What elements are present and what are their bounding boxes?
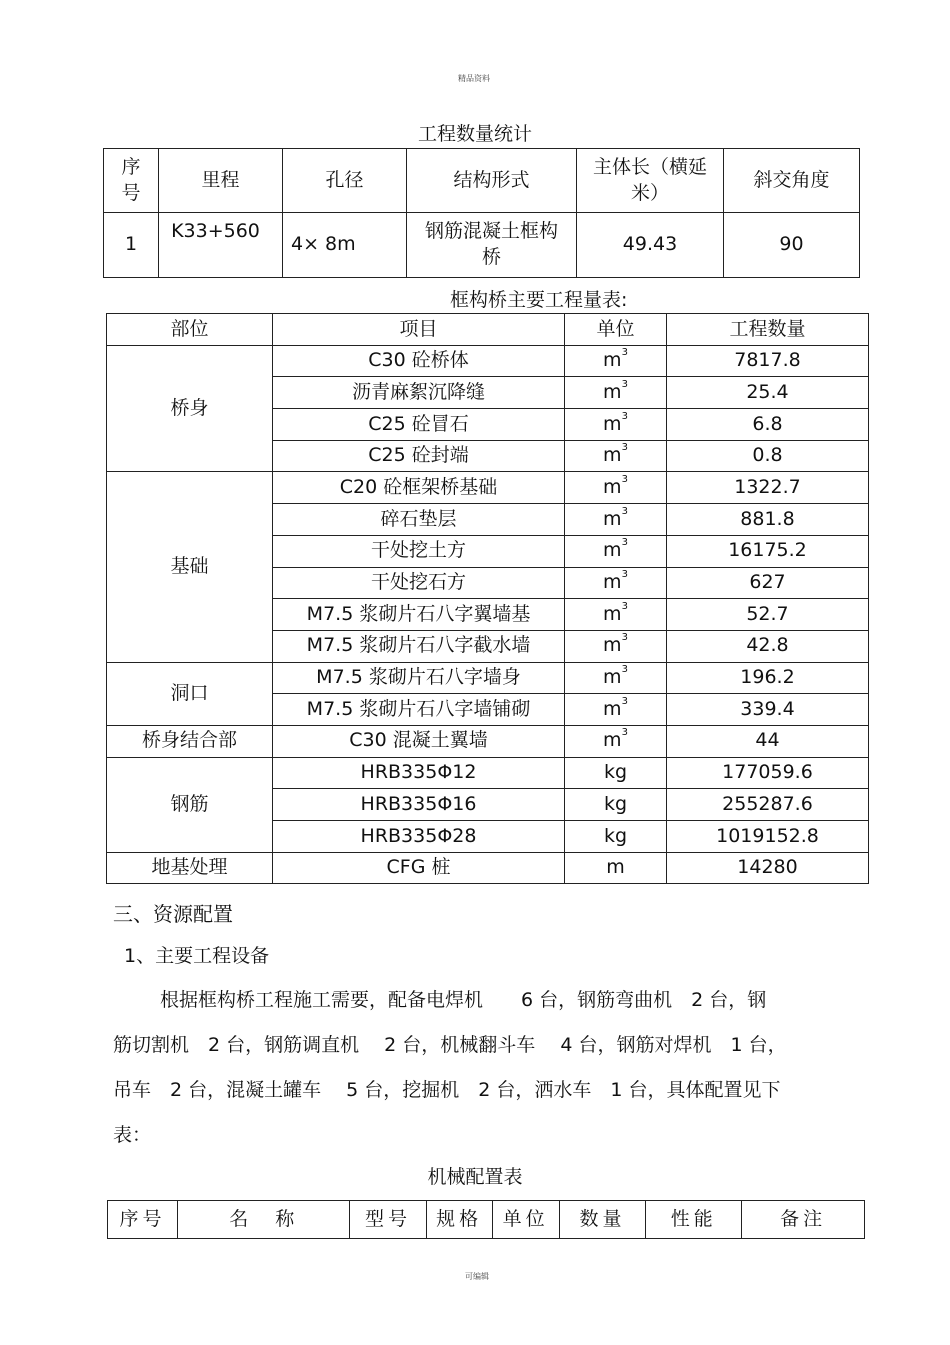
item-cell: 碎石垫层 bbox=[273, 504, 565, 536]
item-cell: C25 砼封端 bbox=[273, 440, 565, 472]
unit-exponent: 3 bbox=[621, 410, 628, 422]
unit-cell bbox=[565, 345, 667, 377]
unit-cell bbox=[565, 725, 667, 757]
item-cell: M7.5 浆砌片石八字墙身 bbox=[273, 662, 565, 694]
unit-cell bbox=[565, 472, 667, 504]
header-cell: 序号 bbox=[104, 149, 159, 213]
header-cell: 单位 bbox=[492, 1201, 559, 1239]
quantity-cell: 1019152.8 bbox=[667, 821, 869, 853]
unit-text: m bbox=[603, 444, 622, 467]
unit-cell bbox=[565, 662, 667, 694]
table-cell: 49.43 bbox=[577, 213, 724, 278]
item-cell: 干处挖土方 bbox=[273, 535, 565, 567]
paragraph-line: 表： bbox=[113, 1124, 152, 1146]
table-cell: 钢筋混凝土框构桥 bbox=[407, 213, 577, 278]
unit-text: m bbox=[603, 380, 622, 403]
part-cell: 基础 bbox=[107, 472, 273, 662]
item-cell: HRB335Φ12 bbox=[273, 757, 565, 789]
header-cell: 名 称 bbox=[178, 1201, 350, 1239]
table-cell: 1 bbox=[104, 213, 159, 278]
quantity-cell: 52.7 bbox=[667, 599, 869, 631]
table-row bbox=[107, 757, 869, 789]
header-cell: 性能 bbox=[646, 1201, 742, 1239]
quantity-cell: 16175.2 bbox=[667, 535, 869, 567]
header-cell: 单位 bbox=[565, 314, 667, 346]
unit-text: m bbox=[603, 475, 622, 498]
quantity-cell: 44 bbox=[667, 725, 869, 757]
table-cell: K33+560 bbox=[159, 213, 283, 278]
paragraph-line: 吊车 2 台，混凝土罐车 5 台，挖掘机 2 台，洒水车 1 台，具体配置见下 bbox=[113, 1079, 781, 1101]
unit-exponent: 3 bbox=[621, 505, 628, 517]
quantity-cell: 1322.7 bbox=[667, 472, 869, 504]
table-row bbox=[107, 725, 869, 757]
header-cell: 里程 bbox=[159, 149, 283, 213]
item-cell: C20 砼框架桥基础 bbox=[273, 472, 565, 504]
unit-text: m bbox=[603, 539, 622, 562]
table-row bbox=[107, 345, 869, 377]
header-cell: 孔径 bbox=[283, 149, 407, 213]
table1-title: 工程数量统计 bbox=[417, 123, 532, 145]
unit-cell bbox=[565, 377, 667, 409]
unit-text: m bbox=[603, 571, 622, 594]
unit-cell bbox=[565, 852, 667, 884]
unit-cell bbox=[565, 409, 667, 441]
item-cell: HRB335Φ28 bbox=[273, 821, 565, 853]
unit-exponent: 3 bbox=[621, 473, 628, 485]
unit-text: m bbox=[603, 666, 622, 689]
table-row bbox=[107, 472, 869, 504]
table-cell: 4× 8m bbox=[283, 213, 407, 278]
section-heading: 三、资源配置 bbox=[113, 902, 233, 926]
header-cell: 部位 bbox=[107, 314, 273, 346]
unit-exponent: 3 bbox=[621, 695, 628, 707]
unit-exponent: 3 bbox=[621, 378, 628, 390]
table2-title: 框构桥主要工程量表: bbox=[450, 289, 628, 311]
unit-exponent: 3 bbox=[621, 632, 628, 644]
machinery-table bbox=[107, 1200, 865, 1239]
header-cell: 序号 bbox=[108, 1201, 178, 1239]
quantity-cell: 25.4 bbox=[667, 377, 869, 409]
unit-cell bbox=[565, 821, 667, 853]
unit-text: kg bbox=[603, 792, 628, 815]
unit-text: m bbox=[606, 856, 625, 879]
unit-text: m bbox=[603, 602, 622, 625]
quantity-cell: 339.4 bbox=[667, 694, 869, 726]
quantity-cell: 0.8 bbox=[667, 440, 869, 472]
part-cell: 地基处理 bbox=[107, 852, 273, 884]
unit-text: m bbox=[603, 412, 622, 435]
quantity-cell: 881.8 bbox=[667, 504, 869, 536]
unit-text: kg bbox=[603, 761, 628, 784]
quantity-cell: 7817.8 bbox=[667, 345, 869, 377]
unit-exponent: 3 bbox=[621, 664, 628, 676]
item-cell: M7.5 浆砌片石八字墙铺砌 bbox=[273, 694, 565, 726]
quantity-cell: 196.2 bbox=[667, 662, 869, 694]
unit-cell bbox=[565, 504, 667, 536]
paragraph-line: 筋切割机 2 台，钢筋调直机 2 台，机械翻斗车 4 台，钢筋对焊机 1 台， bbox=[113, 1034, 787, 1056]
unit-cell bbox=[565, 630, 667, 662]
table-row bbox=[107, 662, 869, 694]
part-cell: 钢筋 bbox=[107, 757, 273, 852]
page-footer: 可编辑 bbox=[465, 1272, 489, 1281]
item-cell: CFG 桩 bbox=[273, 852, 565, 884]
header-cell: 斜交角度 bbox=[724, 149, 860, 213]
unit-text: m bbox=[603, 697, 622, 720]
item-cell: M7.5 浆砌片石八字截水墙 bbox=[273, 630, 565, 662]
main-quantity-table bbox=[106, 313, 869, 884]
quantity-cell: 255287.6 bbox=[667, 789, 869, 821]
item-cell: C30 混凝土翼墙 bbox=[273, 725, 565, 757]
header-cell: 备注 bbox=[742, 1201, 865, 1239]
unit-exponent: 3 bbox=[621, 537, 628, 549]
table-cell: 90 bbox=[724, 213, 860, 278]
unit-text: m bbox=[603, 729, 622, 752]
quantity-cell: 42.8 bbox=[667, 630, 869, 662]
item-cell: C25 砼冒石 bbox=[273, 409, 565, 441]
item-cell: M7.5 浆砌片石八字翼墙基 bbox=[273, 599, 565, 631]
unit-cell bbox=[565, 789, 667, 821]
header-cell: 结构形式 bbox=[407, 149, 577, 213]
table3-title: 机械配置表 bbox=[427, 1166, 523, 1188]
quantity-cell: 627 bbox=[667, 567, 869, 599]
project-quantity-table bbox=[103, 148, 860, 278]
unit-text: m bbox=[603, 349, 622, 372]
item-cell: HRB335Φ16 bbox=[273, 789, 565, 821]
unit-exponent: 3 bbox=[621, 569, 628, 581]
header-cell: 规格 bbox=[426, 1201, 492, 1239]
header-cell: 数量 bbox=[559, 1201, 646, 1239]
unit-cell bbox=[565, 694, 667, 726]
paragraph-line: 根据框构桥工程施工需要，配备电焊机 6 台，钢筋弯曲机 2 台，钢 bbox=[160, 989, 767, 1011]
page-header: 精品资料 bbox=[458, 74, 490, 83]
item-cell: 干处挖石方 bbox=[273, 567, 565, 599]
header-cell: 主体长（横延米） bbox=[577, 149, 724, 213]
unit-exponent: 3 bbox=[621, 347, 628, 359]
item-cell: 沥青麻絮沉降缝 bbox=[273, 377, 565, 409]
unit-text: m bbox=[603, 507, 622, 530]
quantity-cell: 14280 bbox=[667, 852, 869, 884]
unit-text: kg bbox=[603, 824, 628, 847]
unit-text: m bbox=[603, 634, 622, 657]
quantity-cell: 6.8 bbox=[667, 409, 869, 441]
unit-cell bbox=[565, 757, 667, 789]
unit-exponent: 3 bbox=[621, 727, 628, 739]
unit-exponent: 3 bbox=[621, 600, 628, 612]
subsection-heading: 1、主要工程设备 bbox=[124, 945, 270, 967]
header-cell: 工程数量 bbox=[667, 314, 869, 346]
unit-cell bbox=[565, 535, 667, 567]
part-cell: 桥身结合部 bbox=[107, 725, 273, 757]
header-cell: 型号 bbox=[350, 1201, 426, 1239]
part-cell: 洞口 bbox=[107, 662, 273, 725]
item-cell: C30 砼桥体 bbox=[273, 345, 565, 377]
unit-cell bbox=[565, 599, 667, 631]
table-row bbox=[107, 852, 869, 884]
header-cell: 项目 bbox=[273, 314, 565, 346]
unit-exponent: 3 bbox=[621, 442, 628, 454]
quantity-cell: 177059.6 bbox=[667, 757, 869, 789]
unit-cell bbox=[565, 567, 667, 599]
part-cell: 桥身 bbox=[107, 345, 273, 472]
unit-cell bbox=[565, 440, 667, 472]
